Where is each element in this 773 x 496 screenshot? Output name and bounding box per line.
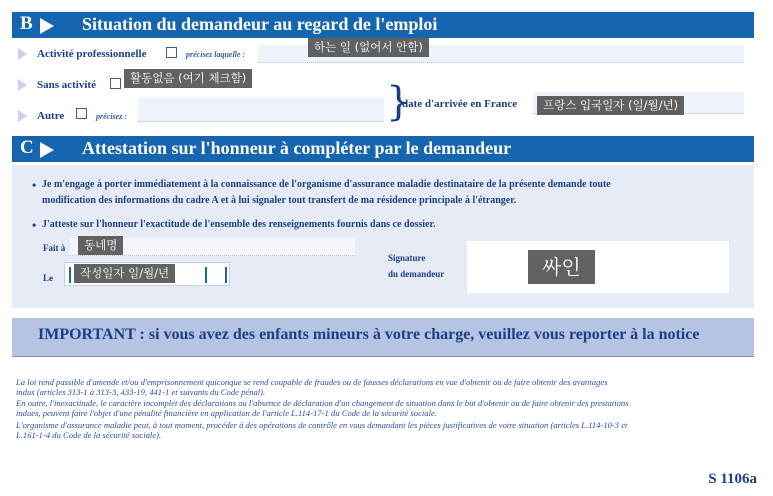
engagement-bullet [32,177,752,209]
activite-label: Activité professionnelle [37,48,147,60]
legal-line: La loi rend passible d'amende et/ou d'emprisonnement quiconque se rend coupable de fraudes ou de fausses déclarations en vue d'obtenir ou de faire obtenir des avantages [16,377,608,387]
legal-paragraph-3 [16,420,756,440]
date-divider [69,267,71,283]
signature-annotation: 싸인 [528,250,595,284]
signature-label-2: du demandeur [388,269,445,279]
activite-hint: précisez laquelle : [186,50,246,59]
attestation-bullet [32,217,752,233]
section-b-title: Situation du demandeur au regard de l'emploi [82,14,438,34]
attestation-text: J'atteste sur l'honneur l'exactitude de l'ensemble des renseignements fournis dans ce dossier. [42,219,436,230]
bullet-icon: • [32,218,37,232]
sans-activite-label: Sans activité [37,79,96,91]
signature-box[interactable] [467,241,729,293]
arrow-right-icon [40,142,54,158]
le-label: Le [43,273,53,283]
sans-activite-annotation: 활동없음 (여기 체크함) [124,69,252,88]
arrivee-label: date d'arrivée en France [402,98,518,110]
autre-hint: précisez : [96,112,127,121]
legal-line: En outre, l'inexactitude, le caractère incomplet des déclarations ou l'absence de déclaration d'un changement de situation dans le but d'obtenir ou de faire obtenir des prestations [16,398,629,408]
date-divider [225,267,227,283]
legal-line: indus (articles 313-1 à 313-3, 433-19, 441-1 et suivants du Code pénal). [16,387,266,397]
legal-line: L'organisme d'assurance maladie peut, à tout moment, procéder à des opérations de contrôle en vous demandant les pièces justificatives de votre situation (articles L.114-10-3 et [16,420,628,430]
legal-line: L.161-1-4 du Code de la sécurité sociale). [16,430,162,440]
engagement-line-1: Je m'engage à porter immédiatement à la connaissance de l'organisme d'assurance maladie destinataire de la présente demande toute [42,179,611,190]
date-annotation: 작성일자 일/월/년 [74,264,175,283]
row-marker-icon [18,48,27,60]
row-marker-icon [18,79,27,91]
date-divider [205,267,207,283]
section-c-letter: C [20,137,34,158]
autre-checkbox[interactable] [76,108,87,119]
fait-label: Fait à [43,243,66,253]
bullet-icon: • [32,178,37,192]
signature-label-1: Signature [388,253,426,263]
brace-icon: } [386,79,412,125]
fait-annotation: 동네명 [78,236,123,255]
section-c-title: Attestation sur l'honneur à compléter par le demandeur [82,138,512,158]
section-b-letter: B [20,13,33,34]
arrivee-annotation: 프랑스 입국일자 (일/월/년) [537,96,684,115]
section-c-header [12,136,754,162]
legal-line: indues, peuvent faire l'objet d'une pénalité financière en application de l'article L.114-17-1 du Code de la sécurité sociale. [16,408,437,418]
section-b-header [12,12,754,38]
engagement-line-2: modification des informations du cadre A et à lui signaler tout transfert de ma résidence principale à l'étranger. [42,195,517,206]
important-banner [12,318,754,357]
autre-label: Autre [37,110,65,122]
legal-paragraph-1 [16,377,756,397]
form-code: S 1106a [708,471,757,487]
arrow-right-icon [40,18,54,34]
legal-paragraph-2 [16,398,756,418]
autre-field[interactable] [138,98,384,122]
row-marker-icon [18,110,27,122]
activite-checkbox[interactable] [166,47,177,58]
activite-annotation: 하는 일 (없어서 안함) [308,38,429,57]
important-text: IMPORTANT : si vous avez des enfants mineurs à votre charge, veuillez vous reporter à la notice [38,326,700,343]
sans-activite-checkbox[interactable] [110,78,121,89]
